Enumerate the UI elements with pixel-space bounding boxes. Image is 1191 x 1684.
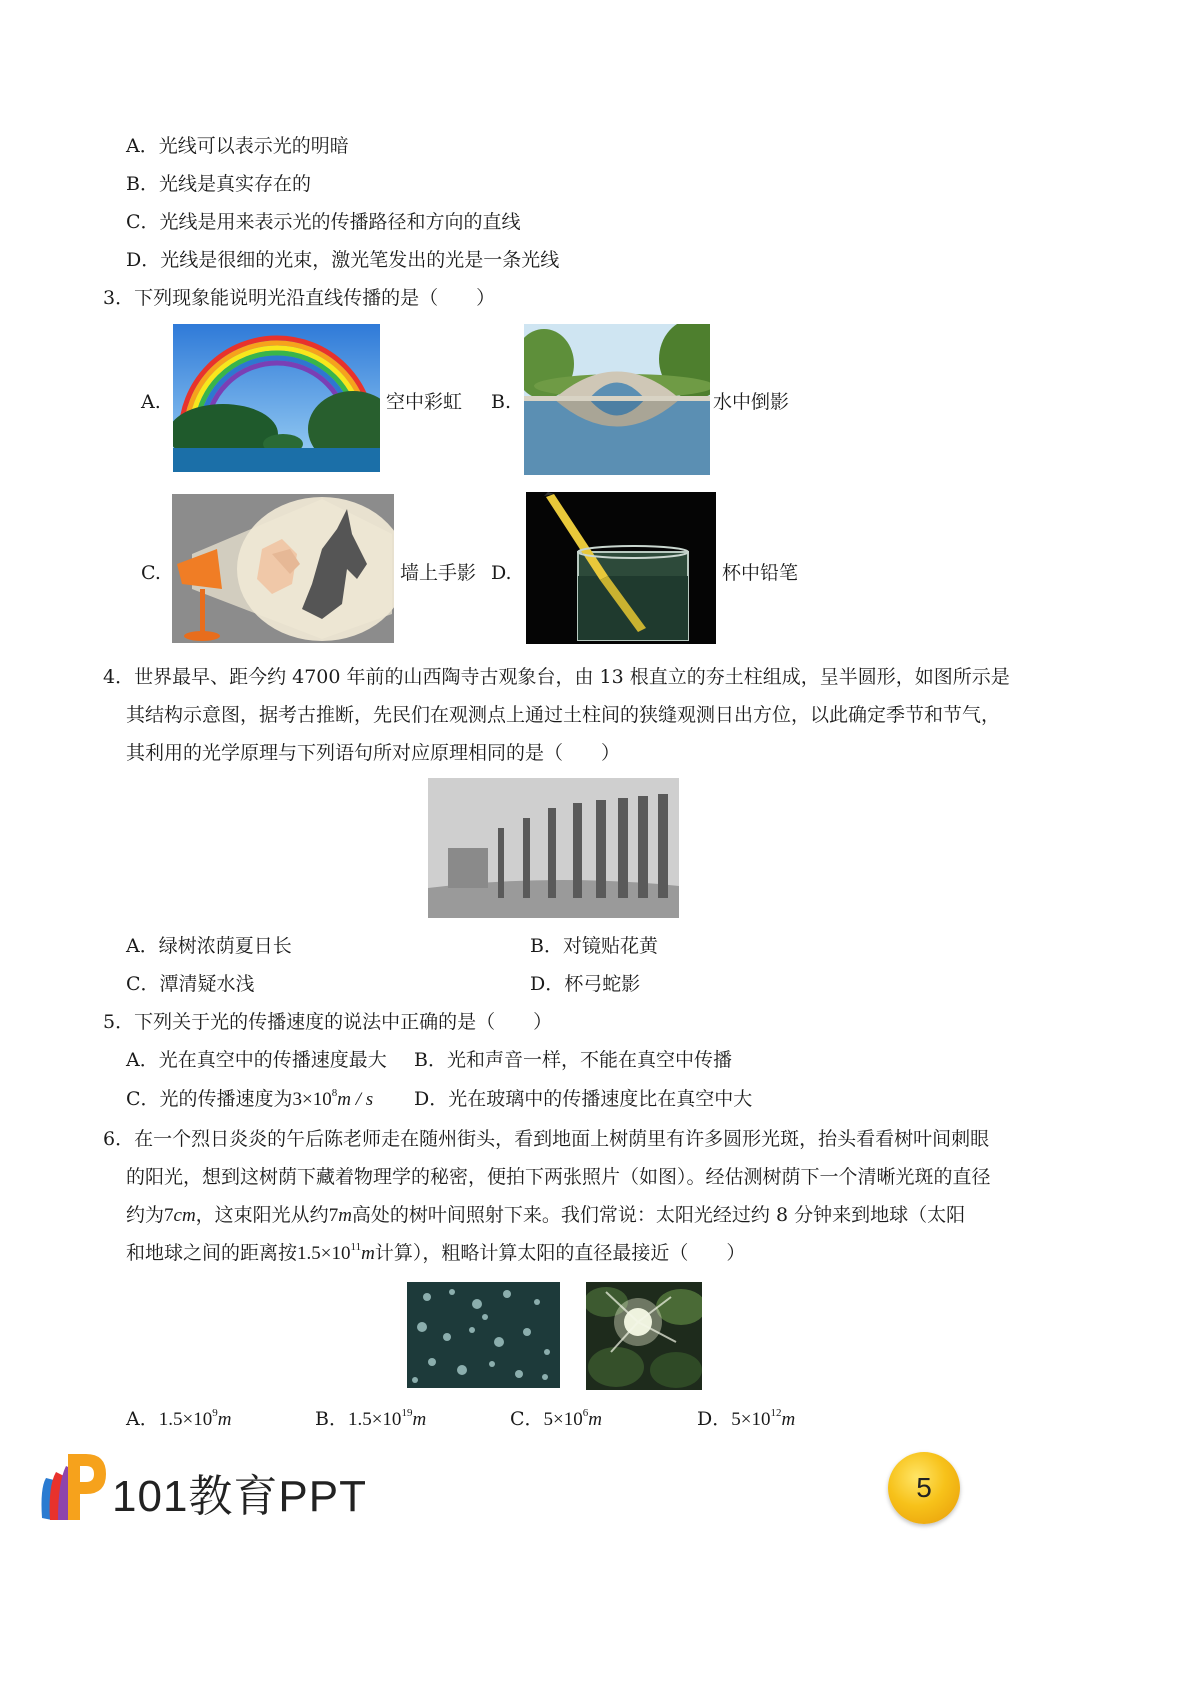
page-number-badge: [888, 1452, 960, 1524]
q6-option-a: A．$1.5\times 10^9m$: [126, 1407, 232, 1430]
q3-stem: 3．下列现象能说明光沿直线传播的是（ ）: [103, 287, 496, 309]
bridge-reflection-image: [524, 324, 710, 475]
sunlight-through-leaves-image: [586, 1282, 702, 1390]
q5-option-c: C．光的传播速度为$3\times 10^8m / s$: [126, 1087, 374, 1110]
observatory-image: [428, 778, 679, 918]
q6-option-b: B．$1.5\times 10^{19}m$: [315, 1407, 427, 1430]
q6-stem-line1: 6．在一个烈日炎炎的午后陈老师走在随州街头，看到地面上树荫里有许多圆形光斑，抬头看看树叶间刺眼: [103, 1128, 990, 1150]
q4-stem-line3: 其利用的光学原理与下列语句所对应原理相同的是（ ）: [126, 742, 621, 764]
q6-option-d: D．$5\times 10^{12}m$: [697, 1407, 796, 1430]
hand-shadow-image: [172, 494, 394, 643]
q4-option-b: B．对镜贴花黄: [530, 935, 658, 957]
rainbow-image: [173, 324, 380, 472]
q2-option-d: D．光线是很细的光束，激光笔发出的光是一条光线: [126, 249, 560, 271]
q6-option-c: C．$5\times 10^6m$: [510, 1407, 602, 1430]
q3-caption-d: 杯中铅笔: [722, 562, 799, 584]
q4-stem-line2: 其结构示意图，据考古推断，先民们在观测点上通过土柱间的狭缝观测日出方位，以此确定季节和节气，: [126, 704, 1001, 726]
q5-stem: 5．下列关于光的传播速度的说法中正确的是（ ）: [103, 1011, 553, 1033]
pencil-in-cup-image: [526, 492, 716, 644]
q3-label-c: C.: [141, 562, 161, 584]
q2-option-a: A．光线可以表示光的明暗: [126, 135, 349, 157]
q3-caption-b: 水中倒影: [713, 391, 790, 413]
q6-stem-line4: 和地球之间的距离按$1.5\times 10^{11}m$计算），粗略计算太阳的直径最接近（ ）: [126, 1241, 746, 1264]
q2-option-b: B．光线是真实存在的: [126, 173, 311, 195]
light-spots-image: [407, 1282, 560, 1388]
q3-caption-a: 空中彩虹: [386, 391, 463, 413]
brand-logo-icon: [36, 1448, 108, 1524]
q4-option-a: A．绿树浓荫夏日长: [126, 935, 292, 957]
q3-label-a: A.: [141, 391, 161, 413]
page-number: 5: [916, 1472, 932, 1503]
q3-caption-c: 墙上手影: [400, 562, 477, 584]
q5-option-d: D．光在玻璃中的传播速度比在真空中大: [414, 1088, 753, 1110]
q6-stem-line3: 约为7cm，这束阳光从约7m高处的树叶间照射下来。我们常说：太阳光经过约 8 分钟来到地球（太阳: [126, 1204, 966, 1226]
q3-label-b: B.: [491, 391, 512, 413]
q4-option-d: D．杯弓蛇影: [530, 973, 641, 995]
q6-stem-line2: 的阳光，想到这树荫下藏着物理学的秘密，便拍下两张照片（如图）。经估测树荫下一个清晰光斑的直径: [126, 1166, 991, 1188]
q4-stem-line1: 4．世界最早、距今约 4700 年前的山西陶寺古观象台，由 13 根直立的夯土柱组成，呈半圆形，如图所示是: [103, 666, 1010, 688]
q2-option-c: C．光线是用来表示光的传播路径和方向的直线: [126, 211, 521, 233]
brand-logo-text: 101教育PPT: [112, 1472, 367, 1521]
q3-label-d: D.: [491, 562, 512, 584]
q4-option-c: C．潭清疑水浅: [126, 973, 255, 995]
q5-option-a: A．光在真空中的传播速度最大: [126, 1049, 387, 1071]
q5-option-b: B．光和声音一样，不能在真空中传播: [414, 1049, 732, 1071]
